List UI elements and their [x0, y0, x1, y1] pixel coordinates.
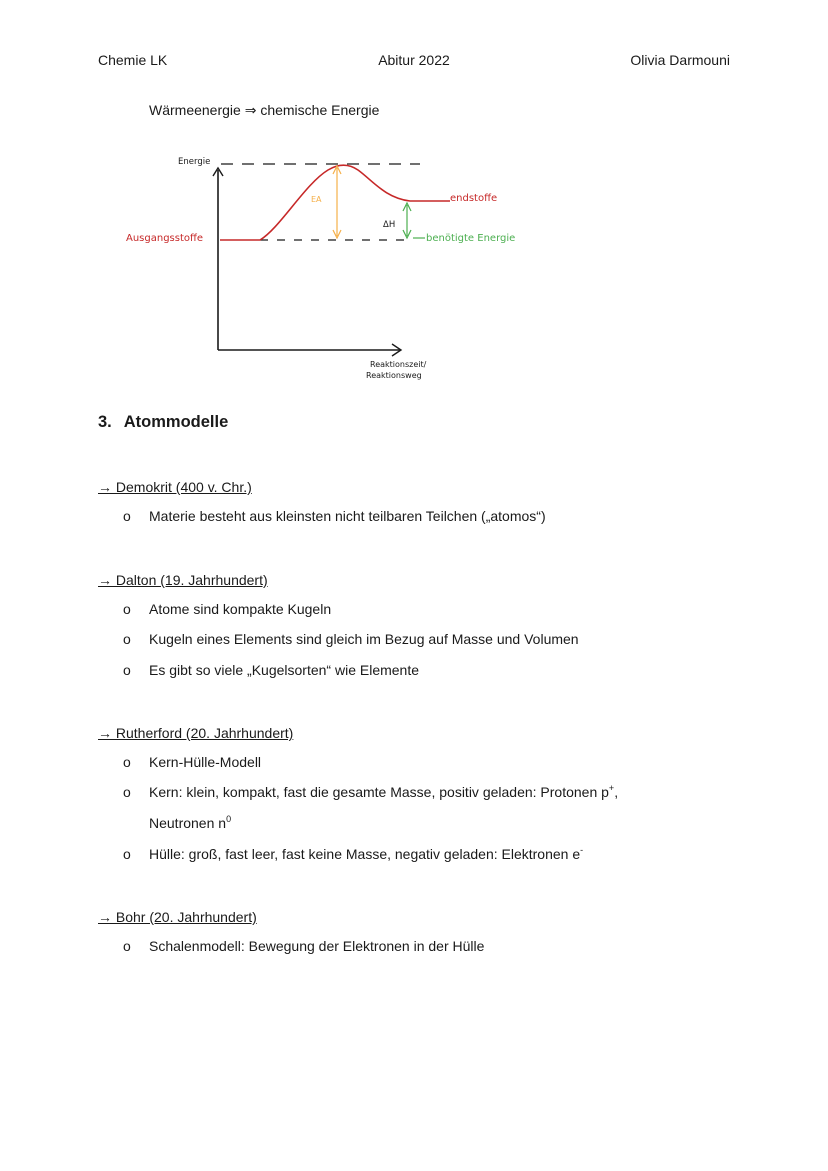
energy-conversion-line: Wärmeenergie ⇒ chemische Energie	[149, 102, 380, 118]
charge-superscript: -	[580, 844, 584, 855]
delta-h-label: ΔH	[383, 220, 396, 230]
bullet-circle-icon: o	[123, 631, 131, 647]
section-number: 3.	[98, 413, 112, 431]
bullet-circle-icon: o	[123, 600, 131, 617]
list-item-continuation: Neutronen $n^0$	[149, 814, 232, 831]
list-item: o Materie besteht aus kleinsten nicht teilbaren Teilchen („atomos“)	[123, 507, 546, 524]
bullet-circle-icon: o	[123, 753, 131, 770]
header-course: Chemie LK	[98, 52, 168, 68]
x-axis-label-line2: Reaktionsweg	[366, 371, 422, 380]
bullet-list	[98, 752, 618, 864]
model-heading: → Rutherford (20. Jahrhundert)	[98, 725, 294, 741]
list-item: o Kugeln eines Elements sind gleich im Bezug auf Masse und Volumen	[123, 631, 579, 647]
section-title-text: Atommodelle	[123, 413, 229, 431]
model-bohr	[98, 909, 484, 956]
ea-label: EA	[311, 195, 322, 204]
list-item: o Atome sind kompakte Kugeln	[123, 600, 332, 617]
model-demokrit	[98, 479, 546, 526]
model-dalton	[98, 572, 579, 680]
bullet-circle-icon: o	[123, 784, 131, 800]
endstoffe-label: endstoffe	[450, 193, 498, 204]
bullet-circle-icon: o	[123, 937, 131, 954]
bullet-circle-icon: o	[123, 661, 131, 678]
model-heading: → Bohr (20. Jahrhundert)	[98, 909, 257, 925]
energy-diagram	[120, 148, 540, 388]
charge-superscript: +	[608, 783, 615, 793]
y-axis-label: Energie	[178, 157, 211, 167]
bullet-list	[98, 936, 484, 956]
energy-curve	[220, 165, 450, 240]
list-item: o Es gibt so viele „Kugelsorten“ wie Elemente	[123, 661, 420, 678]
list-item: o Kern-Hülle-Modell	[123, 753, 262, 770]
bullet-circle-icon: o	[123, 845, 131, 862]
bullet-list	[98, 506, 546, 526]
list-item: o Kern: klein, kompakt, fast die gesamte Masse, positiv geladen: Protonen p+, Neutronen $n^0$	[123, 783, 619, 831]
list-item: o Hülle: groß, fast leer, fast keine Masse, negativ geladen: Elektronen e-	[123, 844, 584, 862]
benoetigte-energie-label: benötigte Energie	[426, 233, 516, 244]
model-heading: → Dalton (19. Jahrhundert)	[98, 572, 268, 588]
charge-superscript: 0	[226, 814, 232, 824]
section-title	[98, 413, 228, 432]
header-exam: Abitur 2022	[378, 52, 450, 68]
model-heading: → Demokrit (400 v. Chr.)	[98, 479, 252, 495]
list-item: o Schalenmodell: Bewegung der Elektronen in der Hülle	[123, 937, 485, 954]
ausgangsstoffe-label: Ausgangsstoffe	[126, 233, 204, 244]
bullet-list	[98, 599, 579, 680]
x-axis-label-line1: Reaktionszeit/	[370, 360, 427, 369]
model-rutherford	[98, 725, 618, 864]
header-author: Olivia Darmouni	[630, 52, 730, 68]
bullet-circle-icon: o	[123, 507, 131, 524]
